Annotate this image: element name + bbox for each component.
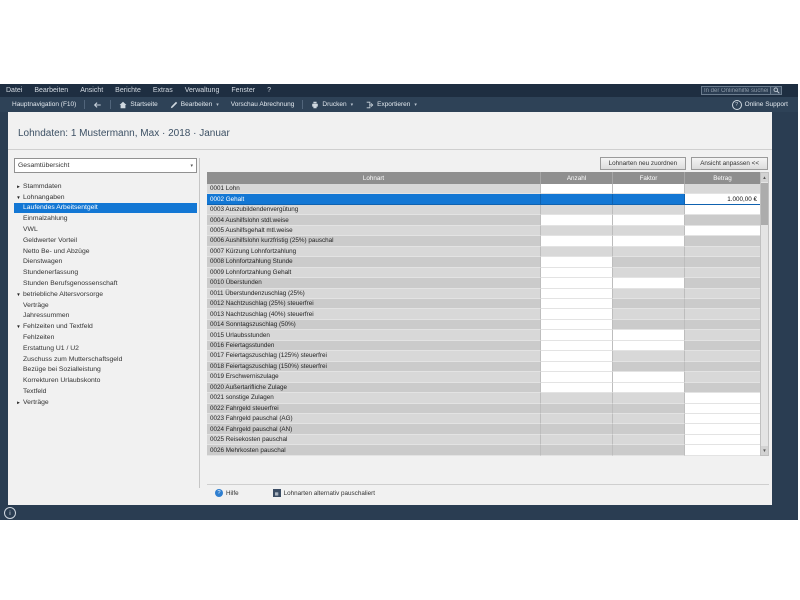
table-row[interactable] (207, 205, 760, 215)
page-title: Lohndaten: 1 Mustermann, Max · 2018 · Januar (18, 128, 230, 139)
table-row[interactable] (207, 289, 760, 299)
column-header-anzahl: Anzahl (540, 172, 612, 184)
vorschau-abrechnung-button[interactable] (225, 98, 301, 111)
table-row[interactable] (207, 362, 760, 372)
table-header (207, 172, 760, 184)
cell-faktor[interactable] (612, 194, 684, 204)
cell-anzahl[interactable] (540, 268, 612, 278)
cell-lohnart[interactable]: 0022 Fahrgeld steuerfrei (207, 404, 540, 414)
cell-faktor[interactable] (612, 424, 684, 434)
table-row[interactable] (207, 351, 760, 361)
sidebar-item[interactable] (14, 224, 197, 235)
cell-lohnart[interactable]: 0003 Auszubildendenvergütung (207, 205, 540, 215)
cell-anzahl[interactable] (540, 414, 612, 424)
startseite-label: Startseite (130, 101, 158, 108)
cell-anzahl[interactable] (540, 278, 612, 288)
right-panel-collapsed (772, 112, 798, 505)
cell-faktor[interactable] (612, 247, 684, 257)
cell-betrag[interactable] (684, 435, 760, 445)
cell-betrag[interactable] (684, 205, 760, 215)
sidebar-item-label: Netto Be- und Abzüge (23, 247, 90, 255)
cell-anzahl[interactable] (540, 194, 612, 204)
cell-betrag[interactable] (684, 289, 760, 299)
table-row[interactable] (207, 445, 760, 455)
cell-betrag[interactable] (684, 404, 760, 414)
footer-separator (207, 484, 769, 485)
sidebar-item-label: Dienstwagen (23, 258, 63, 266)
cell-lohnart[interactable]: 0024 Fahrgeld pauschal (AN) (207, 424, 540, 434)
menu-item-bearbeiten[interactable]: Bearbeiten (34, 87, 69, 94)
sidebar-item-label: Laufendes Arbeitsentgelt (23, 204, 98, 212)
cell-faktor[interactable] (612, 404, 684, 414)
pencil-icon (170, 101, 178, 109)
cell-anzahl[interactable] (540, 226, 612, 236)
drucken-label: Drucken (322, 101, 347, 108)
online-support-label: Online Support (744, 101, 788, 108)
window-frame-bottom (0, 505, 798, 520)
toolbar-separator (302, 100, 303, 109)
cell-lohnart[interactable]: 0001 Lohn (207, 184, 540, 194)
cell-betrag[interactable] (684, 393, 760, 403)
cell-anzahl[interactable] (540, 330, 612, 340)
sidebar-item[interactable] (14, 300, 197, 311)
chevron-down-icon: ▾ (350, 101, 354, 108)
exportieren-button[interactable] (359, 98, 423, 111)
cell-betrag[interactable] (684, 341, 760, 351)
table-row[interactable] (207, 383, 760, 393)
cell-anzahl[interactable] (540, 445, 612, 455)
window-frame-left (0, 112, 8, 505)
hilfe-label: Hilfe (226, 489, 239, 497)
table-row[interactable] (207, 404, 760, 414)
table-row[interactable] (207, 194, 760, 204)
sidebar-item-label: Jahressummen (23, 312, 70, 320)
scrollbar-thumb[interactable] (761, 183, 768, 225)
footer-legend (215, 489, 375, 497)
cell-faktor[interactable] (612, 362, 684, 372)
cell-betrag[interactable] (684, 299, 760, 309)
chevron-right-icon[interactable]: ► (16, 183, 21, 189)
cell-anzahl[interactable] (540, 404, 612, 414)
table-row[interactable] (207, 278, 760, 288)
cell-betrag[interactable] (684, 184, 760, 194)
column-header-betrag: Betrag (684, 172, 760, 184)
chevron-right-icon[interactable]: ► (16, 399, 21, 405)
info-icon[interactable]: i (4, 507, 16, 519)
sidebar-item[interactable] (14, 289, 197, 300)
sidebar-tree (14, 181, 197, 408)
sidebar-item-label: Stunden Berufsgenossenschaft (23, 280, 118, 288)
cell-anzahl[interactable] (540, 372, 612, 382)
toolbar-separator (110, 100, 111, 109)
lohnarten-table (207, 172, 769, 456)
cell-betrag[interactable] (684, 268, 760, 278)
cell-lohnart[interactable]: 0011 Überstundenzuschlag (25%) (207, 289, 540, 299)
sidebar-item[interactable] (14, 375, 197, 386)
cell-faktor[interactable] (612, 289, 684, 299)
table-row[interactable] (207, 226, 760, 236)
cell-lohnart[interactable]: 0023 Fahrgeld pauschal (AG) (207, 414, 540, 424)
sidebar-item[interactable] (14, 311, 197, 322)
cell-faktor[interactable] (612, 184, 684, 194)
cell-lohnart[interactable]: 0010 Überstunden (207, 278, 540, 288)
chevron-down-icon: ▾ (216, 101, 219, 108)
help-search-input[interactable] (701, 86, 771, 95)
cell-lohnart[interactable]: 0017 Feiertagszuschlag (125%) steuerfrei (207, 351, 540, 361)
chevron-down-icon[interactable]: ▼ (16, 194, 21, 200)
back-button[interactable] (87, 98, 108, 111)
cell-faktor[interactable] (612, 445, 684, 455)
cell-lohnart[interactable]: 0015 Urlaubsstunden (207, 330, 540, 340)
cell-anzahl[interactable] (540, 341, 612, 351)
cell-faktor[interactable] (612, 330, 684, 340)
scroll-up-icon[interactable]: ▲ (762, 175, 767, 180)
table-row[interactable] (207, 299, 760, 309)
cell-anzahl[interactable] (540, 289, 612, 299)
sidebar-item-label: Einmalzahlung (23, 215, 68, 223)
sidebar-item[interactable] (14, 246, 197, 257)
menu-item-datei[interactable]: Datei (6, 87, 23, 94)
sidebar-item-label: VWL (23, 226, 38, 234)
sidebar-item[interactable] (14, 192, 197, 203)
cell-lohnart[interactable]: 0016 Feiertagsstunden (207, 341, 540, 351)
cell-faktor[interactable] (612, 205, 684, 215)
drucken-button[interactable] (305, 98, 359, 111)
cell-anzahl[interactable] (540, 309, 612, 319)
cell-anzahl[interactable] (540, 299, 612, 309)
sidebar-item[interactable] (14, 235, 197, 246)
home-icon (119, 101, 127, 109)
sidebar-divider (199, 158, 200, 488)
cell-faktor[interactable] (612, 226, 684, 236)
toolbar-separator (84, 100, 85, 109)
cell-anzahl[interactable] (540, 383, 612, 393)
cell-anzahl[interactable] (540, 320, 612, 330)
chevron-down-icon[interactable]: ▼ (16, 324, 21, 330)
sidebar-item[interactable] (14, 278, 197, 289)
cell-lohnart[interactable]: 0018 Feiertagszuschlag (150%) steuerfrei (207, 362, 540, 372)
back-arrow-icon (93, 101, 102, 109)
cell-betrag[interactable] (684, 383, 760, 393)
menu-item-extras[interactable]: Extras (152, 87, 173, 94)
sidebar-item[interactable] (14, 213, 197, 224)
sidebar-item-label: Lohnangaben (23, 193, 65, 201)
table-row[interactable] (207, 236, 760, 246)
cell-lohnart[interactable]: 0021 sonstige Zulagen (207, 393, 540, 403)
menu-item-berichte[interactable]: Berichte (115, 87, 141, 94)
sidebar (14, 158, 197, 408)
menu-item-[interactable]: ? (267, 87, 271, 94)
ansicht-anpassen-button[interactable]: Ansicht anpassen << (691, 157, 768, 170)
cell-betrag[interactable] (684, 351, 760, 361)
cell-betrag[interactable] (684, 362, 760, 372)
scroll-down-icon[interactable]: ▼ (762, 448, 767, 453)
sidebar-item-label: Bezüge bei Sozialleistung (23, 366, 101, 374)
cell-faktor[interactable] (612, 236, 684, 246)
online-support-button[interactable] (732, 97, 788, 112)
cell-anzahl[interactable] (540, 351, 612, 361)
lohnarten-neu-zuordnen-button[interactable]: Lohnarten neu zuordnen (600, 157, 687, 170)
cell-betrag[interactable] (684, 236, 760, 246)
cell-betrag[interactable] (684, 215, 760, 225)
cell-anzahl[interactable] (540, 215, 612, 225)
cell-lohnart[interactable]: 0002 Gehalt (207, 194, 540, 204)
cell-faktor[interactable] (612, 309, 684, 319)
cell-faktor[interactable] (612, 372, 684, 382)
bearbeiten-button[interactable] (164, 98, 225, 111)
column-header-faktor: Faktor (612, 172, 684, 184)
table-row[interactable] (207, 424, 760, 434)
cell-faktor[interactable] (612, 383, 684, 393)
cell-faktor[interactable] (612, 320, 684, 330)
table-row[interactable] (207, 257, 760, 267)
search-go-button[interactable] (771, 86, 782, 95)
column-header-lohnart: Lohnart (362, 174, 385, 182)
cell-faktor[interactable] (612, 414, 684, 424)
table-row[interactable] (207, 393, 760, 403)
sidebar-item[interactable] (14, 257, 197, 268)
sidebar-item[interactable] (14, 397, 197, 408)
cell-anzahl[interactable] (540, 424, 612, 434)
vorschau-label: Vorschau Abrechnung (230, 101, 295, 108)
view-selector-dropdown[interactable] (14, 158, 197, 173)
table-row[interactable] (207, 309, 760, 319)
table-row[interactable] (207, 330, 760, 340)
table-row[interactable] (207, 184, 760, 194)
startseite-button[interactable] (113, 98, 163, 111)
cell-lohnart[interactable]: 0019 Erschwerniszulage (207, 372, 540, 382)
vertical-scrollbar[interactable] (760, 172, 769, 456)
table-row[interactable] (207, 341, 760, 351)
support-icon: ? (732, 100, 742, 110)
sidebar-item-label: Verträge (23, 301, 49, 309)
cell-anzahl[interactable] (540, 184, 612, 194)
bearbeiten-label: Bearbeiten (180, 101, 213, 108)
chevron-down-icon: ▾ (190, 162, 193, 169)
sidebar-item[interactable] (14, 267, 197, 278)
help-search (701, 86, 782, 95)
cell-faktor[interactable] (612, 351, 684, 361)
export-icon (365, 101, 374, 109)
cell-anzahl[interactable] (540, 435, 612, 445)
cell-faktor[interactable] (612, 299, 684, 309)
sidebar-item-label: Erstattung U1 / U2 (23, 344, 79, 352)
sidebar-item-label: Verträge (23, 398, 49, 406)
sidebar-item[interactable] (14, 332, 197, 343)
view-selector-value: Gesamtübersicht (18, 162, 70, 169)
chevron-down-icon[interactable]: ▼ (16, 291, 21, 297)
menu-items (0, 84, 277, 97)
cell-betrag[interactable] (684, 414, 760, 424)
cell-betrag[interactable]: 1.000,00 € (684, 194, 760, 204)
sidebar-item[interactable] (14, 181, 197, 192)
table-row[interactable] (207, 215, 760, 225)
cell-betrag[interactable] (684, 330, 760, 340)
table-row[interactable] (207, 435, 760, 445)
cell-anzahl[interactable] (540, 257, 612, 267)
sidebar-item[interactable] (14, 321, 197, 332)
sidebar-item[interactable] (14, 386, 197, 397)
cell-faktor[interactable] (612, 435, 684, 445)
cell-betrag[interactable] (684, 257, 760, 267)
cell-lohnart[interactable]: 0008 Lohnfortzahlung Stunde (207, 257, 540, 267)
cell-anzahl[interactable] (540, 236, 612, 246)
exportieren-label: Exportieren (377, 101, 411, 108)
sidebar-item[interactable] (14, 365, 197, 376)
help-icon[interactable]: ? (215, 489, 223, 497)
printer-icon (311, 101, 319, 109)
cell-faktor[interactable] (612, 268, 684, 278)
title-separator (8, 149, 772, 150)
menu-item-fenster[interactable]: Fenster (231, 87, 256, 94)
table-row[interactable] (207, 414, 760, 424)
sidebar-item-label: Fehlzeiten (23, 334, 55, 342)
cell-lohnart[interactable]: 0004 Aushilfslohn stdl.weise (207, 215, 540, 225)
cell-lohnart[interactable]: 0005 Aushilfsgehalt mtl.weise (207, 226, 540, 236)
legend-swatch-icon: ▦ (273, 489, 281, 497)
cell-lohnart[interactable]: 0014 Sonntagszuschlag (50%) (207, 320, 540, 330)
sidebar-item-label: Zuschuss zum Mutterschaftsgeld (23, 355, 123, 363)
cell-betrag[interactable] (684, 247, 760, 257)
sidebar-item-label: Fehlzeiten und Textfeld (23, 323, 93, 331)
cell-anzahl[interactable] (540, 205, 612, 215)
cell-anzahl[interactable] (540, 362, 612, 372)
cell-lohnart[interactable]: 0025 Reisekosten pauschal (207, 435, 540, 445)
cell-lohnart[interactable]: 0026 Mehrkosten pauschal (207, 445, 540, 455)
cell-anzahl[interactable] (540, 247, 612, 257)
sidebar-item-label: Korrekturen Urlaubskonto (23, 377, 101, 385)
main-toolbar (0, 97, 798, 112)
menu-item-ansicht[interactable]: Ansicht (80, 87, 104, 94)
cell-betrag[interactable] (684, 445, 760, 455)
cell-lohnart[interactable]: 0020 Außertarifliche Zulage (207, 383, 540, 393)
chevron-down-icon: ▾ (414, 101, 417, 108)
sidebar-item-label: Geldwerter Vorteil (23, 236, 78, 244)
sidebar-item-label: Textfeld (23, 388, 47, 396)
cell-lohnart[interactable]: 0012 Nachtzuschlag (25%) steuerfrei (207, 299, 540, 309)
sidebar-item[interactable] (14, 343, 197, 354)
search-icon (773, 87, 780, 94)
sidebar-item-label: Stammdaten (23, 182, 62, 190)
cell-lohnart[interactable]: 0013 Nachtzuschlag (40%) steuerfrei (207, 309, 540, 319)
cell-lohnart[interactable]: 0009 Lohnfortzahlung Gehalt (207, 268, 540, 278)
table-row[interactable] (207, 372, 760, 382)
cell-faktor[interactable] (612, 215, 684, 225)
cell-faktor[interactable] (612, 341, 684, 351)
cell-faktor[interactable] (612, 257, 684, 267)
sidebar-item[interactable] (14, 354, 197, 365)
sidebar-item-label: Stundenerfassung (23, 269, 79, 277)
sidebar-item-label: betriebliche Altersvorsorge (23, 290, 104, 298)
cell-faktor[interactable] (612, 278, 684, 288)
table-row[interactable] (207, 268, 760, 278)
cell-betrag[interactable] (684, 309, 760, 319)
table-row[interactable] (207, 247, 760, 257)
cell-betrag[interactable] (684, 320, 760, 330)
cell-betrag[interactable] (684, 372, 760, 382)
hauptnavigation-button[interactable] (6, 98, 82, 111)
sidebar-item[interactable] (14, 203, 197, 214)
content-area (8, 112, 772, 505)
lohnarten-table-body (207, 184, 760, 456)
cell-anzahl[interactable] (540, 393, 612, 403)
cell-lohnart[interactable]: 0006 Aushilfslohn kurzfristig (25%) pauschal (207, 236, 540, 246)
cell-lohnart[interactable]: 0007 Kürzung Lohnfortzahlung (207, 247, 540, 257)
menu-bar (0, 84, 798, 97)
menu-item-verwaltung[interactable]: Verwaltung (184, 87, 220, 94)
legend-label: Lohnarten alternativ pauschaliert (283, 489, 375, 497)
cell-betrag[interactable] (684, 424, 760, 434)
cell-betrag[interactable] (684, 226, 760, 236)
table-row[interactable] (207, 320, 760, 330)
cell-betrag[interactable] (684, 278, 760, 288)
table-actions (600, 157, 768, 170)
cell-faktor[interactable] (612, 393, 684, 403)
hauptnavigation-label: Hauptnavigation (F10) (12, 101, 77, 108)
